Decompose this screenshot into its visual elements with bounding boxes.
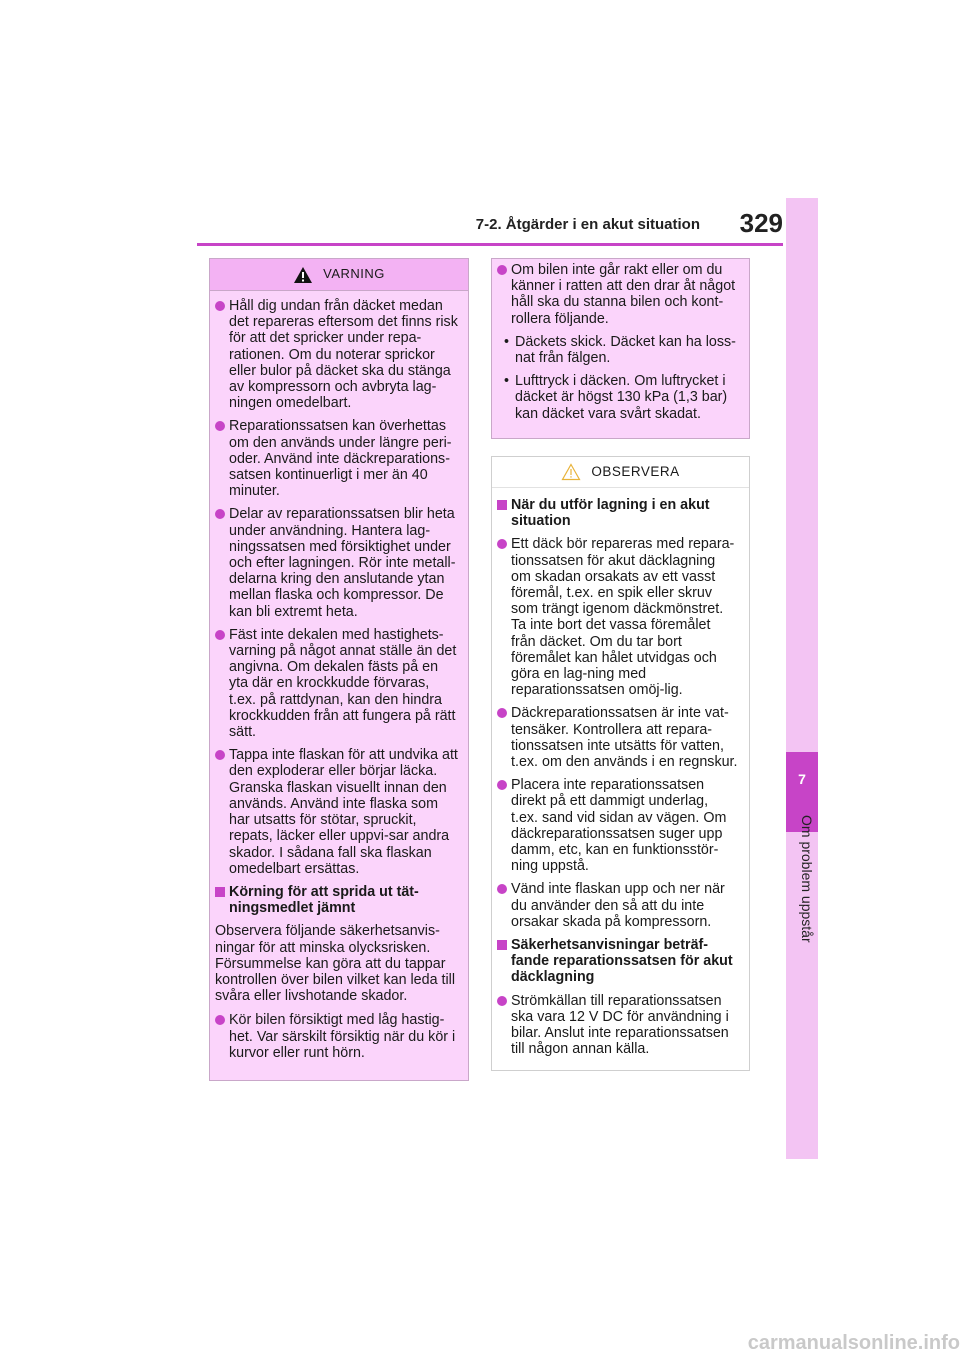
- bullet-dot-icon: [215, 509, 225, 519]
- bullet-dot-icon: [215, 630, 225, 640]
- list-item: Håll dig undan från däcket medan det repareras eftersom det finns risk för att det spricker under repa-rationen. Om du noterar sprickor eller bulor på däcket ska du stänga av kompressorn och avbryta lag-ningen omedelbart.: [215, 298, 460, 411]
- bullet-dot-icon: [215, 301, 225, 311]
- list-item: Om bilen inte går rakt eller om du känner i ratten att den drar åt något håll ska du stanna bilen och kont-rollera följande.: [497, 262, 739, 327]
- bullet-dot-icon: [215, 1015, 225, 1025]
- warning-continued-box: [491, 258, 750, 439]
- list-item: Placera inte reparationssatsen direkt på ett dammigt underlag, t.ex. sand vid sidan av vägen. Om däckreparationssatsen suger upp damm, etc, kan en funktionsstör-ning uppstå.: [497, 777, 739, 874]
- chapter-label: Om problem uppstår: [799, 815, 815, 943]
- warning-box: [209, 258, 469, 1081]
- warning-header: [210, 259, 468, 291]
- subheading: Körning för att sprida ut tät-ningsmedlet jämnt: [215, 884, 460, 916]
- bullet-dot-icon: [497, 996, 507, 1006]
- chapter-number: 7: [786, 752, 818, 832]
- sub-bullet: • Lufttryck i däcken. Om luftrycket i däcket är högst 130 kPa (1,3 bar) kan däcket vara svårt skadat.: [504, 373, 728, 422]
- list-item: Tappa inte flaskan för att undvika att den exploderar eller börjar läcka. Granska flaskan visuellt innan den används. Använd inte flaska som har utsatts för stötar, spruckit, repats, läcker eller uppvi-sar andra skador. I sådana fall ska flaskan omedelbart ersättas.: [215, 747, 460, 877]
- square-bullet-icon: [497, 940, 507, 950]
- subheading: När du utför lagning i en akut situation: [497, 497, 739, 529]
- notice-heading: OBSERVERA: [591, 463, 680, 479]
- square-bullet-icon: [215, 887, 225, 897]
- subheading: Säkerhetsanvisningar beträf-fande reparationssatsen för akut däcklagning: [497, 937, 739, 986]
- bullet-dot-icon: [497, 708, 507, 718]
- section-title: 7-2. Åtgärder i en akut situation: [475, 216, 700, 233]
- notice-box: [491, 456, 750, 1071]
- caution-triangle-icon: [561, 463, 581, 481]
- list-item: Strömkällan till reparationssatsen ska vara 12 V DC för användning i bilar. Anslut inte reparationssatsen till någon annan källa.: [497, 993, 739, 1058]
- list-item: Ett däck bör repareras med repara-tionssatsen för akut däcklagning om skadan orsakats av ett vasst föremål, t.ex. en spik eller skruv som trängt igenom däckmönstret. Ta inte bort det vassa föremålet från däcket. Om du tar bort föremålet kan hålet utvidgas och göra en lag-ning med reparationssatsen omöj-lig.: [497, 536, 739, 698]
- paragraph: Observera följande säkerhetsanvis-ningar för att minska olycksrisken. Försummelse kan göra att du tappar kontrollen över bilen vilket kan leda till svåra eller livshotande skador.: [215, 923, 455, 1005]
- watermark: carmanualsonline.info: [747, 1332, 960, 1354]
- bullet-dot-icon: [497, 265, 507, 275]
- chapter-tab: [786, 198, 818, 1159]
- list-item: Vänd inte flaskan upp och ner när du använder den så att du inte orsakar skada på kompressorn.: [497, 881, 739, 930]
- list-item: Kör bilen försiktigt med låg hastig-het. Var särskilt försiktig när du kör i kurvor eller runt hörn.: [215, 1012, 460, 1061]
- notice-header: [492, 457, 749, 488]
- square-bullet-icon: [497, 500, 507, 510]
- warning-triangle-icon: [293, 266, 313, 284]
- list-item: Fäst inte dekalen med hastighets-varning på något annat ställe än det angivna. Om dekalen fästs på en yta där en krockkudde förvaras, t.ex. på rattdynan, kan den hindra krockkudden från att fungera på rätt sätt.: [215, 627, 460, 740]
- header-rule: [197, 243, 783, 246]
- bullet-dot-icon: [215, 750, 225, 760]
- bullet-dot-icon: [497, 539, 507, 549]
- list-item: Däckreparationssatsen är inte vat-tensäker. Kontrollera att repara-tionssatsen inte utsätts för vatten, t.ex. om den används i en regnskur.: [497, 705, 739, 770]
- bullet-dot-icon: [497, 780, 507, 790]
- bullet-dot-icon: [497, 884, 507, 894]
- list-item: Reparationssatsen kan överhettas om den används under längre peri-oder. Använd inte däckreparations-satsen kontinuerligt i mer än 40 minuter.: [215, 418, 460, 499]
- list-item: Delar av reparationssatsen blir heta under användning. Hantera lag-ningssatsen med försiktighet under och efter lagningen. Rör inte metall-delarna kring den anslutande ytan mellan flaska och kompressor. De kan bli extremt heta.: [215, 506, 460, 619]
- page-number: 329: [739, 208, 783, 238]
- warning-heading: VARNING: [323, 266, 385, 282]
- sub-bullet: • Däckets skick. Däcket kan ha loss-nat från fälgen.: [504, 333, 736, 367]
- bullet-dot-icon: [215, 421, 225, 431]
